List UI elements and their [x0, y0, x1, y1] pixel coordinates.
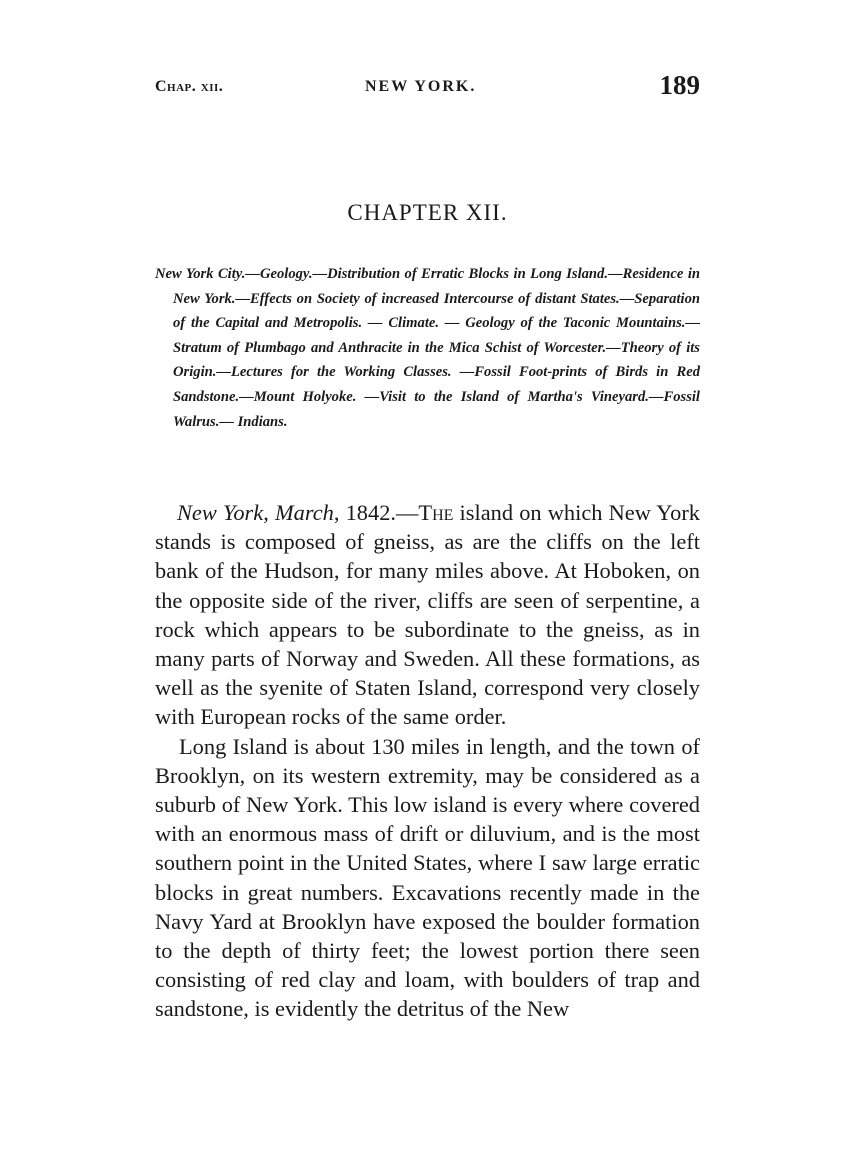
running-head [155, 70, 700, 106]
chapter-summary-text: New York City.—Geology.—Distribution of Erratic Blocks in Long Island.—Residence in New York.—Effects on Society of increased Intercourse of distant States.—Separation of the Capital and Metropolis. — Climate. — Geology of the Taconic Mountains.— Stratum of Plumbago and Anthracite in the Mica Schist of Worcester.—Theory of its Origin.—Lectures for the Working Classes. —Fossil Foot-prints of Birds in Red Sandstone.—Mount Holyoke. —Visit to the Island of Martha's Vineyard.—Fossil Walrus.— Indians. [155, 266, 700, 430]
dateline-comma: , [263, 500, 269, 525]
paragraph-text: island on which New York stands is composed of gneiss, as are the cliffs on the left bank of the Hudson, for many miles above. At Hoboken, on the opposite side of the river, cliffs are seen of serpentine, a rock which appears to be subordinate to the gneiss, as in many parts of Norway and Sweden. All these formations, as well as the syenite of Staten Island, correspond very closely with European rocks of the same order. [155, 500, 700, 730]
chapter-title: CHAPTER XII. [347, 200, 508, 225]
running-head-chapter: Chap. xii. [155, 78, 224, 95]
paragraph [155, 498, 700, 732]
opening-word: The [418, 500, 454, 525]
dateline-month: March [274, 500, 334, 525]
running-head-title: NEW YORK. [365, 78, 477, 95]
dateline-place: New York [177, 500, 264, 525]
chapter-summary [155, 262, 700, 434]
page-number: 189 [659, 70, 700, 100]
paragraph: Long Island is about 130 miles in length, and the town of Brooklyn, on its western extremity, may be considered as a suburb of New York. This low island is every where covered with an enormous mass of drift or diluvium, and is the most southern point in the United States, where I saw large erratic blocks in great numbers. Excavations recently made in the Navy Yard at Brooklyn have exposed the boulder formation to the depth of thirty feet; the lowest portion there seen consisting of red clay and loam, with boulders of trap and sandstone, is evidently the detritus of the New [155, 733, 700, 1022]
dateline-year: , 1842.— [333, 500, 419, 525]
body-text [155, 498, 700, 1024]
